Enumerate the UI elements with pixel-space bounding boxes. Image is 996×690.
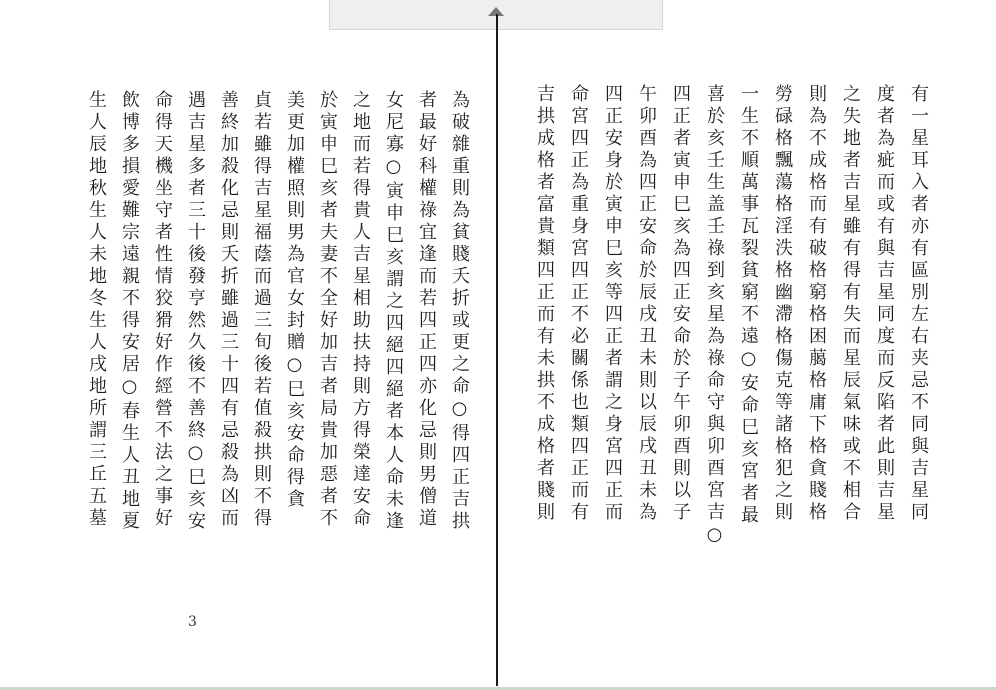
text-column: 有一星耳入者亦有區別左右夹忌不同與吉星同: [908, 84, 929, 524]
text-column: 女尼寡○寅申巳亥謂之四絕四絕者本人命未逢: [383, 90, 404, 533]
text-column: 飲博多損愛難宗遠親不得安居○春生人丑地夏: [119, 90, 140, 533]
text-column: 者最好科權祿宜逢而若四正四亦化忌則男僧道: [416, 90, 437, 530]
text-column: 遇吉星多者三十後發亨然久後不善終○巳亥安: [185, 90, 206, 533]
text-column: 一生不順萬事瓦裂貧窮不遠○安命巳亥宮者最: [738, 84, 759, 527]
text-column: 命得天機坐守者性情狡猾好作經營不法之事好: [152, 90, 173, 530]
text-column: 善終加殺化忌則夭折雖過三十四有忌殺為凶而: [218, 90, 239, 530]
text-column: 四正安身於寅申巳亥等四正者謂之身宮四正而: [602, 84, 623, 524]
text-column: 則為不成格而有破格窮格困﨟格庸下格貪賤格: [806, 84, 827, 524]
text-column: 度者為疵而或有與吉星同度而反陷者此則吉星: [874, 84, 895, 524]
left-page: [0, 0, 496, 690]
text-column: 之地而若得貴人吉星相助扶持則方得榮達安命: [350, 90, 371, 530]
text-column: 命宮四正為重身宮四正不必關係也類四正而有: [568, 84, 589, 524]
text-column: 四正者寅申巳亥為四正安命於子午卯酉則以子: [670, 84, 691, 524]
text-column: 生人辰地秋生人未地冬生人戌地所謂三丘五墓: [86, 90, 107, 530]
page-number: 3: [188, 614, 197, 630]
text-column: 之失地者吉星雖有得有失而星辰氣味或不相合: [840, 84, 861, 524]
text-column: 勞碌格飄蕩格淫泆格幽滯格傷克等諸格犯之則: [772, 84, 793, 524]
text-column: 吉拱成格者富貴類四正而有未拱不成格者賤則: [534, 84, 555, 524]
text-column: 喜於亥壬生盖壬祿到亥星為祿命守與卯酉宮吉○: [704, 84, 725, 549]
text-column: 午卯酉為四正安命於辰戌丑未則以辰戌丑未為: [636, 84, 657, 524]
text-column: 美更加權照則男為官女封贈○巳亥安命得貪: [284, 90, 305, 511]
right-page: [498, 0, 996, 690]
text-column: 貞若雖得吉星福蔭而過三旬後若值殺拱則不得: [251, 90, 272, 530]
text-column: 於寅申巳亥者夫妻不全好加吉者局貴加惡者不: [317, 90, 338, 530]
text-column: 為破雜重則為貧賤夭折或更之命○得四正吉拱: [449, 90, 470, 533]
